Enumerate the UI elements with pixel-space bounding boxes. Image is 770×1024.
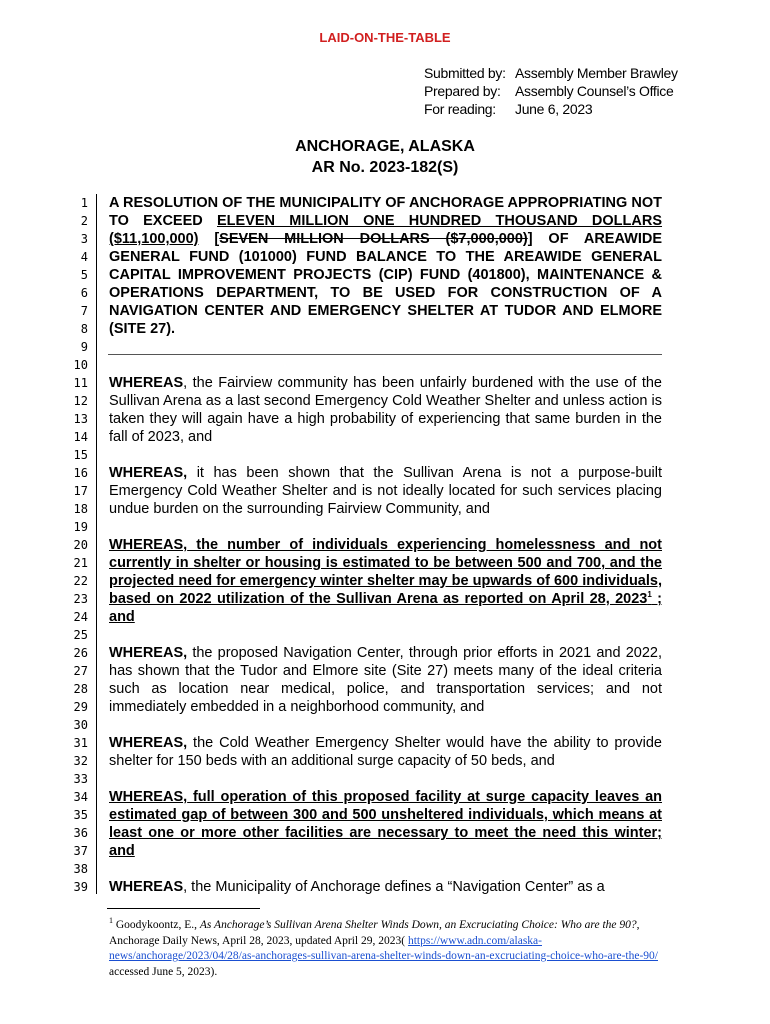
resolution-title xyxy=(109,194,662,338)
line-number: 39 xyxy=(73,880,88,894)
whereas-text: , the Municipality of Anchorage defines a “Navigation Center” as a xyxy=(183,879,605,895)
line-number: 26 xyxy=(73,646,88,660)
line-number: 15 xyxy=(73,448,88,462)
whereas-clause-6 xyxy=(109,788,662,860)
line-number: 25 xyxy=(73,628,88,642)
whereas-label: WHEREAS, xyxy=(109,537,188,553)
whereas-label: WHEREAS, xyxy=(109,789,188,805)
whereas-label: WHEREAS xyxy=(109,375,184,391)
line-number: 5 xyxy=(80,268,88,282)
whereas-clause-2 xyxy=(109,464,662,518)
line-number: 22 xyxy=(73,574,88,588)
line-number: 4 xyxy=(80,250,88,264)
whereas-text: it has been shown that the Sullivan Arena is not a purpose-built Emergency Cold Weather Shelter and is not ideally located for such services placing undue burden on the surrounding Fairview Community, and xyxy=(109,465,662,517)
line-number: 9 xyxy=(80,340,88,354)
whereas-clause-4 xyxy=(109,644,662,716)
line-number: 24 xyxy=(73,610,88,624)
line-number: 13 xyxy=(73,412,88,426)
resolution-title-part1: A RESOLUTION OF THE MUNICIPALITY OF ANCHORAGE APPROPRIATING NOT TO EXCEED xyxy=(109,195,662,229)
line-number: 10 xyxy=(73,358,88,372)
line-number: 20 xyxy=(73,538,88,552)
whereas-clause-3 xyxy=(109,536,662,626)
line-number: 16 xyxy=(73,466,88,480)
line-number: 8 xyxy=(80,322,88,336)
laid-on-the-table-title: LAID-ON-THE-TABLE xyxy=(319,30,451,45)
resolution-title-part2: ] OF AREAWIDE GENERAL FUND (101000) FUND BALANCE TO THE AREAWIDE GENERAL CAPITAL IMPROVEMENT PROJECTS (CIP) FUND (401800), MAINTENANCE & OPERATIONS DEPARTMENT, TO BE USED FOR CONSTRUCTION OF A NAVIGATION CENTER AND EMERGENCY SHELTER AT TUDOR AND ELMORE (SITE 27). xyxy=(109,231,662,337)
footnote-link[interactable]: https://www.adn.com/alaska-news/anchorage/2023/04/28/as-anchorages-sullivan-arena-shelter-winds-down-an-excruciating-choice-who-are-the-90/ xyxy=(109,934,658,962)
submitted-by-value: Assembly Member Brawley xyxy=(515,65,678,81)
whereas-label: WHEREAS xyxy=(109,879,184,895)
line-number: 31 xyxy=(73,736,88,750)
line-number: 6 xyxy=(80,286,88,300)
prepared-by-label: Prepared by: xyxy=(424,83,501,99)
footnote-number: 1 xyxy=(109,916,113,926)
whereas-clause-5 xyxy=(109,734,662,770)
line-number: 17 xyxy=(73,484,88,498)
whereas-text: the number of individuals experiencing homelessness and not currently in shelter or housing is estimated to be between 500 and 700, and the projected need for emergency winter shelter may be upwards of 600 individuals, based on 2022 utilization of the Sullivan Arena as reported on April 28, 2023 xyxy=(109,537,662,607)
footnote-ref: 1 xyxy=(647,590,652,600)
line-number: 36 xyxy=(73,826,88,840)
for-reading-value: June 6, 2023 xyxy=(515,101,593,117)
whereas-text-end: ; and xyxy=(109,591,662,625)
line-number: 33 xyxy=(73,772,88,786)
whereas-label: WHEREAS, xyxy=(109,735,188,751)
line-number: 28 xyxy=(73,682,88,696)
whereas-clause-7 xyxy=(109,878,662,896)
prepared-by-value: Assembly Counsel’s Office xyxy=(515,83,674,99)
bracket-open: [ xyxy=(198,231,220,247)
line-number: 27 xyxy=(73,664,88,678)
submission-info xyxy=(424,64,678,118)
whereas-text: the Cold Weather Emergency Shelter would have the ability to provide shelter for 150 beds with an additional surge capacity of 50 beds, and xyxy=(109,735,662,769)
line-number: 14 xyxy=(73,430,88,444)
footnote-author: Goodykoontz, E., xyxy=(113,919,200,931)
line-number: 18 xyxy=(73,502,88,516)
whereas-label: WHEREAS, xyxy=(109,465,188,481)
line-number: 2 xyxy=(80,214,88,228)
line-number: 23 xyxy=(73,592,88,606)
footnote-publication: , Anchorage Daily News, April 28, 2023, updated April 29, 2023( xyxy=(109,919,640,947)
line-number: 12 xyxy=(73,394,88,408)
line-number: 30 xyxy=(73,718,88,732)
footnote-article-title: As Anchorage’s Sullivan Arena Shelter Winds Down, an Excruciating Choice: Who are the 90? xyxy=(199,919,637,931)
whereas-text: the proposed Navigation Center, through prior efforts in 2021 and 2022, has shown that the Tudor and Elmore site (Site 27) meets many of the ideal criteria such as location near medical, police, and transportation services; and not immediately embedded in a neighborhood community, and xyxy=(109,645,662,715)
line-number: 29 xyxy=(73,700,88,714)
for-reading-label: For reading: xyxy=(424,101,496,117)
submitted-by-label: Submitted by: xyxy=(424,65,506,81)
document-heading-ar-number: AR No. 2023-182(S) xyxy=(311,159,459,176)
line-number: 7 xyxy=(80,304,88,318)
line-number: 38 xyxy=(73,862,88,876)
whereas-text: full operation of this proposed facility at surge capacity leaves an estimated gap of between 300 and 500 unsheltered individuals, which means at least one or more other facilities are necessary to meet the need this winter; and xyxy=(109,789,662,859)
line-number: 19 xyxy=(73,520,88,534)
line-number: 21 xyxy=(73,556,88,570)
section-divider xyxy=(108,354,662,355)
line-number: 37 xyxy=(73,844,88,858)
inserted-amount: ELEVEN MILLION ONE HUNDRED THOUSAND DOLLARS ($11,100,000) xyxy=(109,213,663,247)
line-number: 11 xyxy=(73,376,88,390)
deleted-amount: SEVEN MILLION DOLLARS ($7,000,000) xyxy=(219,231,528,247)
line-number: 32 xyxy=(73,754,88,768)
footnote-rule xyxy=(107,908,260,909)
whereas-clause-1 xyxy=(109,374,662,446)
line-number: 3 xyxy=(80,232,88,246)
line-number: 1 xyxy=(80,196,88,210)
footnote-accessed: accessed June 5, 2023). xyxy=(109,965,218,978)
document-heading-city: ANCHORAGE, ALASKA xyxy=(295,138,475,155)
line-number-rule xyxy=(96,194,97,894)
whereas-text: , the Fairview community has been unfairly burdened with the use of the Sullivan Arena as a last second Emergency Cold Weather Shelter and unless action is taken they will again have a high probability of experiencing that same burden in the fall of 2023, and xyxy=(109,375,662,445)
whereas-label: WHEREAS, xyxy=(109,645,188,661)
footnote xyxy=(109,918,662,980)
line-number: 34 xyxy=(73,790,88,804)
line-number: 35 xyxy=(73,808,88,822)
